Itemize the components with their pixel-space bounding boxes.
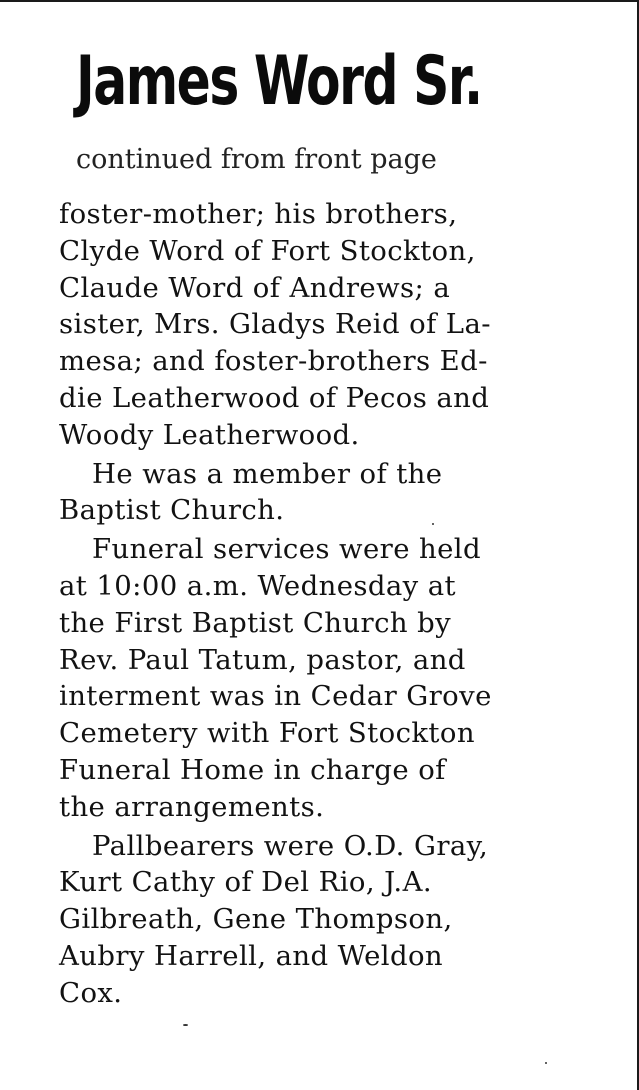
text-line: Gilbreath, Gene Thompson, [59, 903, 453, 936]
paragraph-funeral-services [59, 531, 629, 825]
continuation-note: continued from front page [76, 144, 437, 175]
text-line: Aubry Harrell, and Weldon [59, 939, 444, 972]
article-body [59, 196, 629, 1012]
text-line: Funeral Home in charge of [59, 753, 446, 786]
text-line: Clyde Word of Fort Stockton, [59, 234, 476, 267]
text-line: Cemetery with Fort Stockton [59, 717, 475, 750]
text-line: the First Baptist Church by [59, 606, 452, 639]
text-line: the arrangements. [59, 790, 325, 823]
text-line: Claude Word of Andrews; a [59, 271, 451, 304]
text-line: mesa; and foster-brothers Ed- [59, 345, 488, 378]
text-line: interment was in Cedar Grove [59, 680, 492, 713]
text-line: foster-mother; his brothers, [59, 198, 458, 230]
text-line: Baptist Church. [59, 494, 285, 527]
headline: James Word Sr. [76, 42, 482, 121]
text-line: Kurt Cathy of Del Rio, J.A. [59, 866, 432, 899]
text-line: Funeral services were held [92, 533, 482, 566]
text-line: He was a member of the [92, 457, 443, 490]
paragraph-membership [59, 456, 629, 530]
print-speck [183, 1024, 188, 1026]
print-speck [545, 1062, 547, 1064]
print-speck [432, 523, 434, 525]
text-line: die Leatherwood of Pecos and [59, 381, 490, 414]
text-line: Cox. [59, 976, 123, 1009]
text-line: sister, Mrs. Gladys Reid of La- [59, 308, 491, 341]
paragraph-survivors [59, 196, 629, 454]
text-line: Pallbearers were O.D. Gray, [92, 829, 489, 862]
text-line: at 10:00 a.m. Wednesday at [59, 569, 456, 602]
text-line: Woody Leatherwood. [59, 418, 360, 451]
text-line: Rev. Paul Tatum, pastor, and [59, 643, 466, 676]
paragraph-pallbearers [59, 828, 629, 1012]
